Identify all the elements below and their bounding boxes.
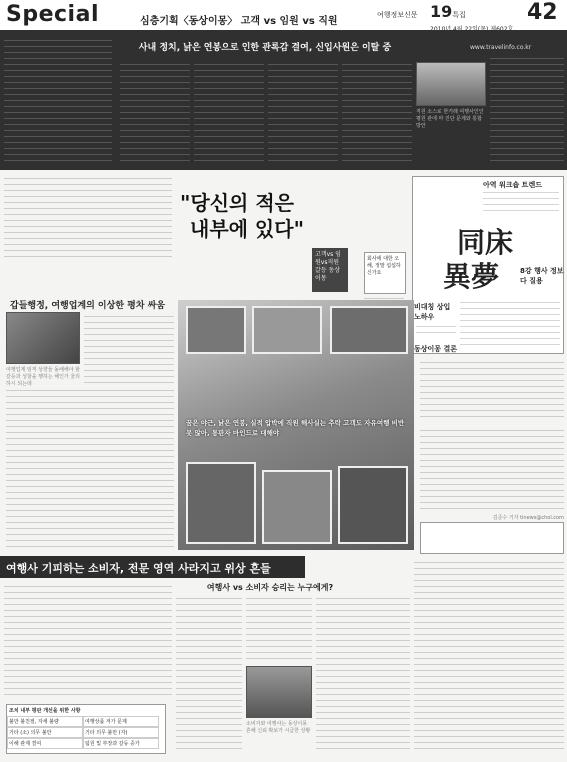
kanji-different-dreams: 異夢: [443, 260, 500, 293]
site-url: www.travelinfo.co.kr: [470, 44, 532, 51]
top-text-col-4: [342, 62, 412, 166]
right-body-col-2: [420, 426, 564, 514]
collage-photo-4: [186, 462, 256, 544]
collage-photo-1: [186, 306, 246, 354]
left-intro-text: [4, 176, 172, 262]
vs-article-photo-caption: 소비자와 여행사는 동상이몽 흔해 신뢰 확보가 시급한 상황: [246, 721, 311, 734]
right-body-col-1: [420, 358, 564, 422]
collage-overlay-text: 꿈은 야근, 낡은 연봉, 실적 압박에 직원 해사실는 추락 고객도 자유여행 비반 못 않아, 통판자 마인드로 대해야: [186, 419, 405, 437]
bottom-left-text: [4, 582, 172, 700]
left-article-photo-caption: 여행업계 임직 상향들 돌배해야 할 갈등과 성찰을 행하는 해인가 울리하시 되는데: [6, 367, 80, 387]
collage-photo-6: [338, 466, 408, 544]
top-text-col-2: [194, 62, 264, 166]
side-title-2: 8강 행사 정보다 질용: [520, 267, 564, 285]
side-text-1: [483, 190, 559, 216]
feature-quote: "당신의 적은 내부에 있다": [180, 191, 304, 241]
vs-col-1: [176, 594, 242, 754]
page-title: 심층기획〈동상이몽〉 고객 vs 임원 vs 직원: [140, 16, 338, 27]
top-band-headline: 사내 정치, 낡은 연봉으로 인한 관록감 결여, 신입사원은 이탈 중: [138, 43, 392, 53]
byline: 김준수 기자 tinews@chol.com: [492, 515, 564, 521]
side-text-3: [416, 324, 456, 338]
side-title-4: 동상이몽 결론: [414, 345, 458, 353]
feature-small-box: 회사에 대한 오해, 정말 섭섭하신가요: [364, 252, 406, 294]
collage-photo-5: [262, 470, 332, 544]
feature-dark-box: 고객vs 임원vs직원 갈등 동상이몽: [312, 248, 348, 292]
table-row: 이해 관계 결여 팀원 및 부장과 갈등 증가: [7, 738, 165, 749]
kanji-same-bed: 同床: [457, 226, 514, 259]
vs-article-photo: [246, 666, 312, 718]
survey-table: [6, 704, 166, 754]
top-band-photo: [416, 62, 486, 106]
top-band-photo-caption: 직원 소스로 한거래 여행사인인 평원 관에 마 진단 문제와 통합 방안: [416, 109, 484, 129]
section-label: Special: [6, 2, 99, 27]
table-row: 불만 불친절, 자세 불량 여행상품 저가 문제: [7, 716, 165, 727]
section-banner: 여행사 기피하는 소비자, 전문 영역 사라지고 위상 흔들: [0, 556, 305, 578]
vs-article-title: 여행사 vs 소비자 승리는 누구에게?: [206, 583, 334, 592]
vs-col-2: [246, 594, 312, 664]
top-text-col-3: [268, 62, 338, 166]
collage-photo-3: [330, 306, 408, 354]
top-text-col-1: [120, 62, 190, 166]
collage-photo-2: [252, 306, 322, 354]
table-title: 조치 내부 평판 개선을 위한 사항: [9, 708, 81, 714]
bottom-right-text: [414, 560, 564, 754]
table-row: 기타 (소) 의무 불만 기타 의무 불만 (자): [7, 727, 165, 738]
top-text-col-5: [490, 58, 564, 166]
side-text-4: [460, 302, 560, 350]
vs-col-3: [316, 594, 410, 754]
right-boxed-note: [420, 522, 564, 554]
page-number: 42: [527, 0, 558, 25]
side-title-1: 아역 워크숍 트렌드: [483, 181, 542, 189]
left-article-title: 갑들행정, 여행업계의 이상한 평차 싸움: [10, 301, 166, 311]
left-article-body: [6, 390, 174, 552]
brand-name: 여행정보신문: [377, 11, 418, 19]
intro-text-column: [4, 36, 112, 166]
left-article-col-1: [84, 312, 174, 388]
edition-number: 19특집: [430, 2, 466, 21]
left-article-photo: [6, 312, 80, 364]
side-title-3: 비대칭 상입 노하우: [414, 303, 451, 321]
